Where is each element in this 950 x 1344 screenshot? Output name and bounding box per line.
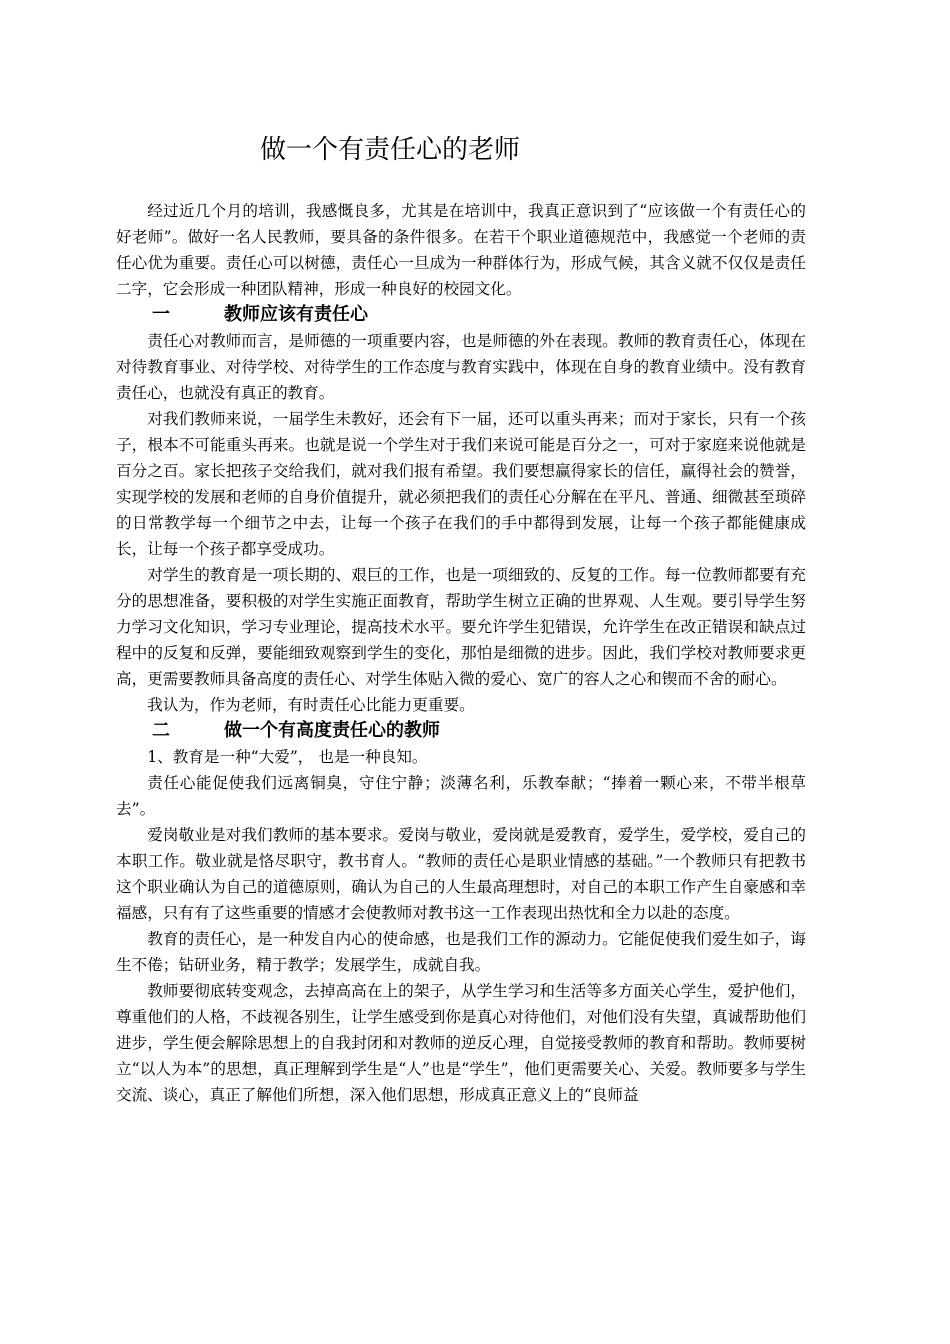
section-2-heading [116, 718, 806, 744]
section-1-paragraph: 对学生的教育是一项长期的、艰巨的工作，也是一项细致的、反复的工作。每一位教师都要有充分的思想准备，要积极的对学生实施正面教育，帮助学生树立正确的世界观、人生观。要引导学生努力学习文化知识，学习专业理论，提高技术水平。要允许学生犯错误，允许学生在改正错误和缺点过程中的反复和反弹，要能细致观察到学生的变化，那怕是细微的进步。因此，我们学校对教师要求更高，更需要教师具备高度的责任心、对学生体贴入微的爱心、宽广的容人之心和锲而不舍的耐心。 [116, 566, 806, 688]
section-2-paragraph: 爱岗敬业是对我们教师的基本要求。爱岗与敬业，爱岗就是爱教育，爱学生，爱学校，爱自己的本职工作。敬业就是恪尽职守，教书育人。“教师的责任心是职业情感的基础。”一个教师只有把教书这个职业确认为自己的道德原则，确认为自己的人生最高理想时，对自己的本职工作产生自豪感和幸福感，只有有了这些重要的情感才会使教师对教书这一工作表现出热忱和全力以赴的态度。 [116, 826, 806, 922]
section-1-paragraph: 我认为，作为老师，有时责任心比能力更重要。 [147, 696, 475, 714]
section-1-number: 一 [152, 304, 170, 325]
document-body [116, 198, 806, 1108]
document-title: 做一个有责任心的老师 [260, 135, 521, 165]
section-1-paragraph: 对我们教师来说，一届学生未教好，还会有下一届，还可以重头再来；而对于家长，只有一个孩子，根本不可能重头再来。也就是说一个学生对于我们来说可能是百分之一，可对于家庭来说他就是百分之百。家长把孩子交给我们，就对我们报有希望。我们要想赢得家长的信任，赢得社会的赞誉，实现学校的发展和老师的自身价值提升，就必须把我们的责任心分解在在平凡、普通、细微甚至琐碎的日常教学每一个细节之中去，让每一个孩子在我们的手中都得到发展，让每一个孩子都能健康成长，让每一个孩子都享受成功。 [116, 410, 806, 558]
section-2-paragraph: 1、教育是一种“大爱”， 也是一种良知。 [147, 748, 428, 766]
section-2-title: 做一个有高度责任心的教师 [224, 720, 440, 741]
intro-paragraph: 经过近几个月的培训，我感慨良多，尤其是在培训中，我真正意识到了“应该做一个有责任心的好老师”。做好一名人民教师，要具备的条件很多。在若干个职业道德规范中，我感觉一个老师的责任心优为重要。责任心可以树德，责任心一旦成为一种群体行为，形成气候，其含义就不仅仅是责任二字，它会形成一种团队精神，形成一种良好的校园文化。 [116, 202, 806, 298]
section-2-paragraph: 教师要彻底转变观念，去掉高高在上的架子，从学生学习和生活等多方面关心学生，爱护他们，尊重他们的人格，不歧视各别生，让学生感受到你是真心对待他们，对他们没有失望，真诚帮助他们进步，学生便会解除思想上的自我封闭和对教师的逆反心理，自觉接受教师的教育和帮助。教师要树立“以人为本”的思想，真正理解到学生是“人”也是“学生”，他们更需要关心、关爱。教师要多与学生交流、谈心，真正了解他们所想，深入他们思想，形成真正意义上的“良师益 [116, 982, 806, 1104]
section-2-number: 二 [152, 720, 170, 741]
section-1-heading [116, 302, 806, 328]
section-2-paragraph: 教育的责任心，是一种发自内心的使命感，也是我们工作的源动力。它能促使我们爱生如子，诲生不倦；钻研业务，精于教学；发展学生，成就自我。 [116, 930, 806, 974]
section-1-paragraph: 责任心对教师而言，是师德的一项重要内容，也是师德的外在表现。教师的教育责任心，体现在对待教育事业、对待学校、对待学生的工作态度与教育实践中，体现在自身的教育业绩中。没有教育责任心，也就没有真正的教育。 [116, 332, 806, 402]
section-1-title: 教师应该有责任心 [224, 304, 368, 325]
section-2-paragraph: 责任心能促使我们远离铜臭，守住宁静；淡薄名利，乐教奉献；“捧着一颗心来，不带半根草去”。 [116, 774, 806, 818]
